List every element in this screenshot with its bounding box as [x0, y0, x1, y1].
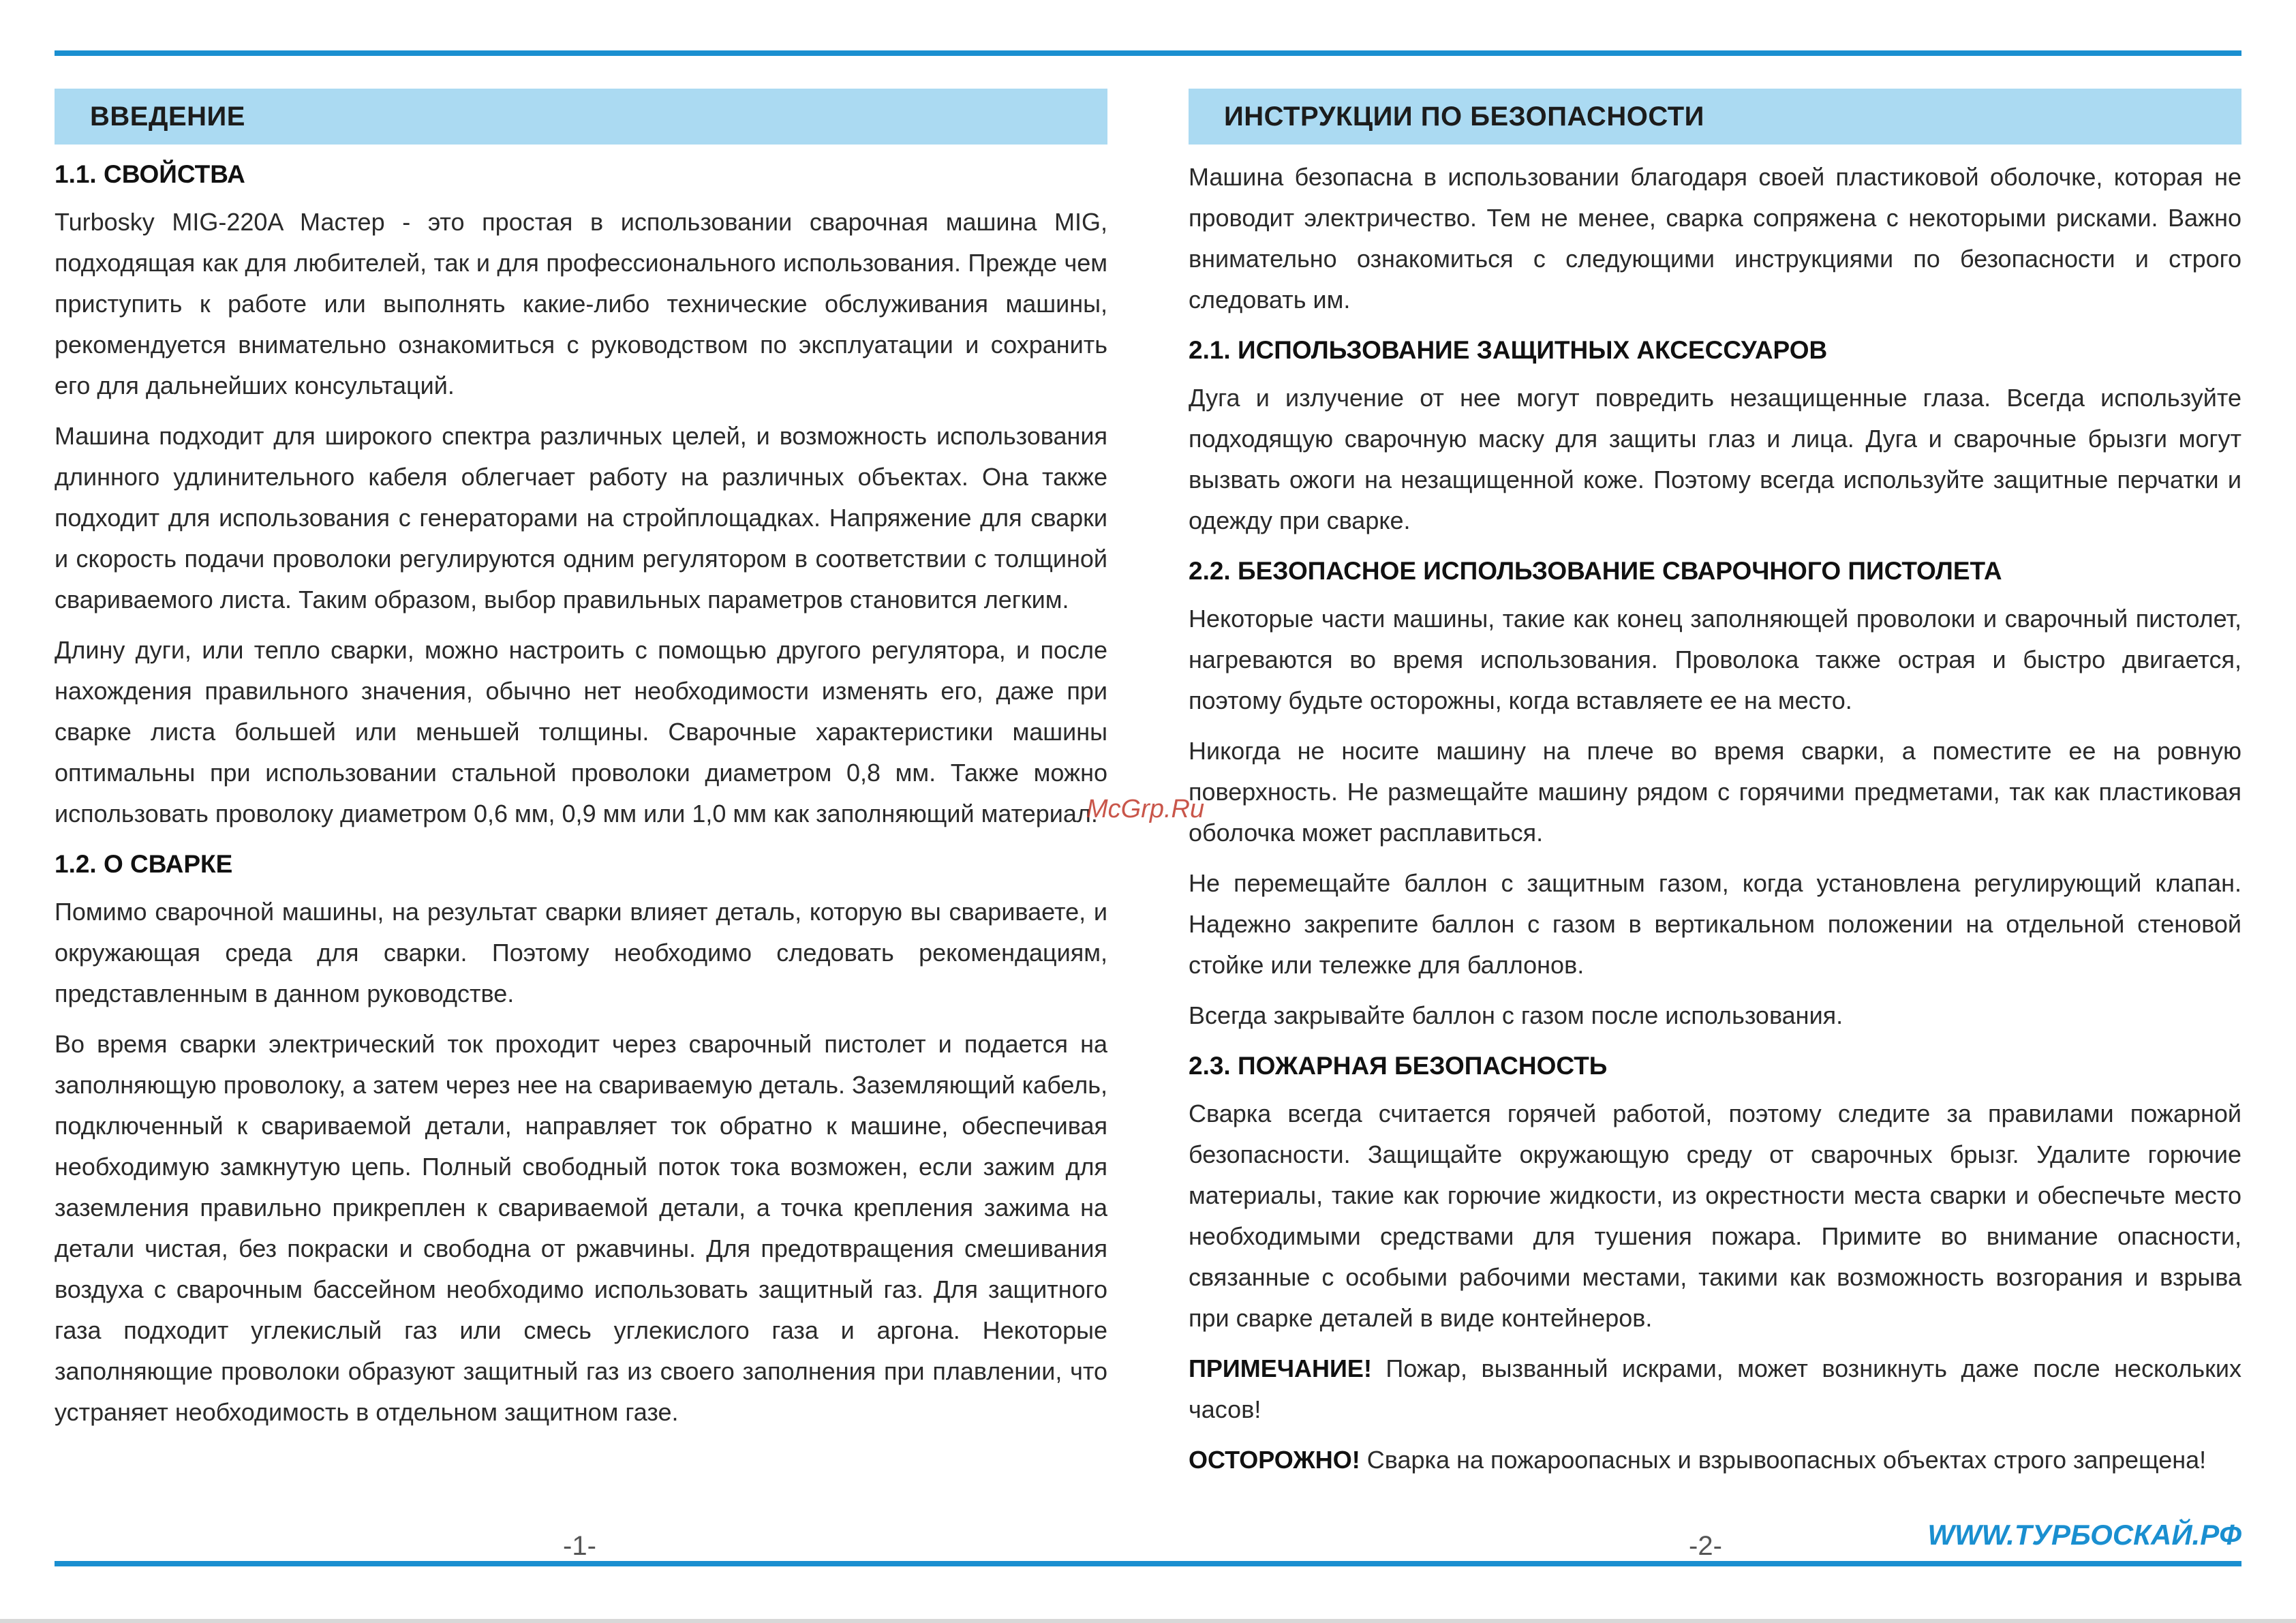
page-right	[1189, 89, 2241, 1490]
top-rule	[55, 50, 2241, 56]
page-left	[55, 89, 1107, 1442]
paragraph: Сварка всегда считается горячей работой, поэтому следите за правилами пожарной безопасности. Защищайте окружающую среду от сварочных брызг. Удалите горючие материалы, такие как горючие жидкости, из окрестности места сварки и обеспечьте место необходимыми средствами для тушения пожара. Примите во внимание опасности, связанные с особыми рабочими местами, такими как возможность возгорания и взрыва при сварке деталей в виде контейнеров.	[1189, 1099, 2241, 1332]
paragraph: Дуга и излучение от нее могут повредить незащищенные глаза. Всегда используйте подходящую сварочную маску для защиты глаз и лица. Дуга и сварочные брызги могут вызвать ожоги на незащищенной коже. Поэтому всегда используйте защитные перчатки и одежду при сварке.	[1189, 384, 2241, 534]
paragraph: Всегда закрывайте баллон с газом после использования.	[1189, 1001, 1843, 1029]
page-edge	[0, 1619, 2296, 1623]
note-paragraph	[1189, 1348, 2241, 1430]
paragraph: Не перемещайте баллон с защитным газом, когда установлена регулирующий клапан. Надежно закрепите баллон с газом в вертикальном положении на отдельной стеновой стойке или тележке для баллонов.	[1189, 869, 2241, 979]
heading-protective-accessories: 2.1. ИСПОЛЬЗОВАНИЕ ЗАЩИТНЫХ АКСЕССУАРОВ	[1189, 336, 1828, 364]
watermark: McGrp.Ru	[1086, 795, 1205, 823]
paragraph: Машина подходит для широкого спектра различных целей, и возможность использования длинного удлинительного кабеля облегчает работу на различных объектах. Она также подходит для использования с генераторами на стройплощадках. Напряжение для сварки и скорость подачи проволоки регулируются одним регулятором в соответствии с толщиной свариваемого листа. Таким образом, выбор правильных параметров становится легким.	[55, 422, 1107, 613]
section-header-safety: ИНСТРУКЦИИ ПО БЕЗОПАСНОСТИ	[1189, 89, 2241, 145]
paragraph: Длину дуги, или тепло сварки, можно настроить с помощью другого регулятора, и после нахождения правильного значения, обычно нет необходимости изменять его, даже при сварке листа большей или меньшей толщины. Сварочные характеристики машины оптимальны при использовании стальной проволоки диаметром 0,8 мм. Также можно использовать проволоку диаметром 0,6 мм, 0,9 мм или 1,0 мм как заполняющий материал.	[55, 636, 1107, 828]
page-number-right: -2-	[1689, 1531, 1722, 1561]
caution-paragraph	[1189, 1440, 2241, 1481]
website-link[interactable]: WWW.ТУРБОСКАЙ.РФ	[1927, 1519, 2241, 1551]
paragraph: Turbosky MIG-220A Мастер - это простая в использовании сварочная машина MIG, подходящая как для любителей, так и для профессионального использования. Прежде чем приступить к работе или выполнять какие-либо технические обслуживания машины, рекомендуется внимательно ознакомиться с руководством по эксплуатации и сохранить его для дальнейших консультаций.	[55, 208, 1107, 399]
heading-fire-safety: 2.3. ПОЖАРНАЯ БЕЗОПАСНОСТЬ	[1189, 1052, 1608, 1080]
heading-properties: 1.1. СВОЙСТВА	[55, 160, 245, 188]
paragraph: Никогда не носите машину на плече во время сварки, а поместите ее на ровную поверхность. Не размещайте машину рядом с горячими предметами, так как пластиковая оболочка может расплавиться.	[1189, 737, 2241, 847]
page-number-left: -1-	[563, 1531, 596, 1561]
paragraph: Некоторые части машины, такие как конец заполняющей проволоки и сварочный пистолет, нагреваются во время использования. Проволока также острая и быстро двигается, поэтому будьте осторожны, когда вставляете ее на место.	[1189, 605, 2241, 714]
note-label: ПРИМЕЧАНИЕ!	[1189, 1354, 1372, 1382]
caution-label: ОСТОРОЖНО!	[1189, 1446, 1360, 1474]
paragraph: Машина безопасна в использовании благодаря своей пластиковой оболочке, которая не проводит электричество. Тем не менее, сварка сопряжена с некоторыми рисками. Важно внимательно ознакомиться с следующими инструкциями по безопасности и строго следовать им.	[1189, 163, 2241, 314]
note-text: Пожар, вызванный искрами, может возникнуть даже после нескольких часов!	[1189, 1354, 2241, 1423]
bottom-rule	[55, 1561, 2241, 1566]
heading-safe-torch-use: 2.2. БЕЗОПАСНОЕ ИСПОЛЬЗОВАНИЕ СВАРОЧНОГО ПИСТОЛЕТА	[1189, 557, 2002, 585]
heading-about-welding: 1.2. О СВАРКЕ	[55, 850, 233, 878]
section-header-introduction: ВВЕДЕНИЕ	[55, 89, 1107, 145]
caution-text: Сварка на пожароопасных и взрывоопасных объектах строго запрещена!	[1360, 1446, 2207, 1474]
paragraph: Помимо сварочной машины, на результат сварки влияет деталь, которую вы свариваете, и окружающая среда для сварки. Поэтому необходимо следовать рекомендациям, представленным в данном руководстве.	[55, 898, 1107, 1007]
paragraph: Во время сварки электрический ток проходит через сварочный пистолет и подается на заполняющую проволоку, а затем через нее на свариваемую деталь. Заземляющий кабель, подключенный к свариваемой детали, направляет ток обратно к машине, обеспечивая необходимую замкнутую цепь. Полный свободный поток тока возможен, если зажим для заземления правильно прикреплен к свариваемой детали, а точка крепления зажима на детали чистая, без покраски и свободна от ржавчины. Для предотвращения смешивания воздуха с сварочным бассейном необходимо использовать защитный газ. Для защитного газа подходит углекислый газ или смесь углекислого газа и аргона. Некоторые заполняющие проволоки образуют защитный газ из своего заполнения при плавлении, что устраняет необходимость в отдельном защитном газе.	[55, 1030, 1107, 1426]
